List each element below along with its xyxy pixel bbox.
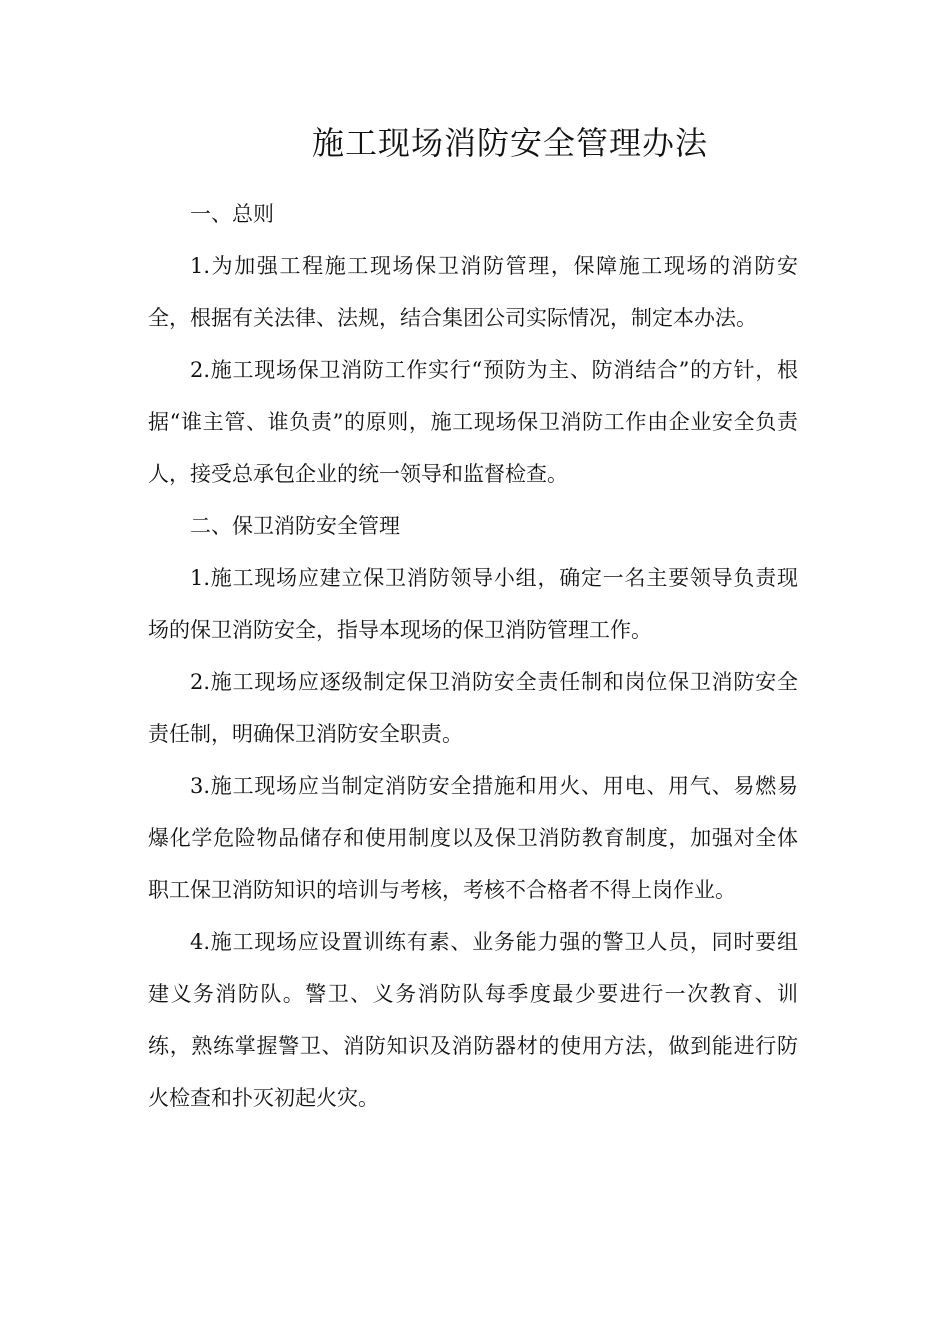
section-heading-general: 一、总则: [190, 202, 274, 226]
paragraph-management-2: 2.施工现场应逐级制定保卫消防安全责任制和岗位保卫消防安全责任制，明确保卫消防安全职责。: [148, 670, 798, 746]
section-heading-security-management: 二、保卫消防安全管理: [190, 514, 400, 538]
paragraph-general-1: 1.为加强工程施工现场保卫消防管理，保障施工现场的消防安全，根据有关法律、法规，结合集团公司实际情况，制定本办法。: [148, 254, 798, 330]
paragraph-management-1: 1.施工现场应建立保卫消防领导小组，确定一名主要领导负责现场的保卫消防安全，指导本现场的保卫消防管理工作。: [148, 566, 798, 642]
paragraph-management-4: 4.施工现场应设置训练有素、业务能力强的警卫人员，同时要组建义务消防队。警卫、义务消防队每季度最少要进行一次教育、训练，熟练掌握警卫、消防知识及消防器材的使用方法，做到能进行防火检查和扑灭初起火灾。: [148, 930, 798, 1110]
document-body: [148, 188, 798, 1124]
paragraph-management-3: 3.施工现场应当制定消防安全措施和用火、用电、用气、易燃易爆化学危险物品储存和使用制度以及保卫消防教育制度，加强对全体职工保卫消防知识的培训与考核，考核不合格者不得上岗作业。: [148, 774, 798, 902]
document-title: 施工现场消防安全管理办法: [311, 124, 708, 162]
paragraph-general-2: 2.施工现场保卫消防工作实行“预防为主、防消结合”的方针，根据“谁主管、谁负责”的原则，施工现场保卫消防工作由企业安全负责人，接受总承包企业的统一领导和监督检查。: [148, 358, 798, 486]
